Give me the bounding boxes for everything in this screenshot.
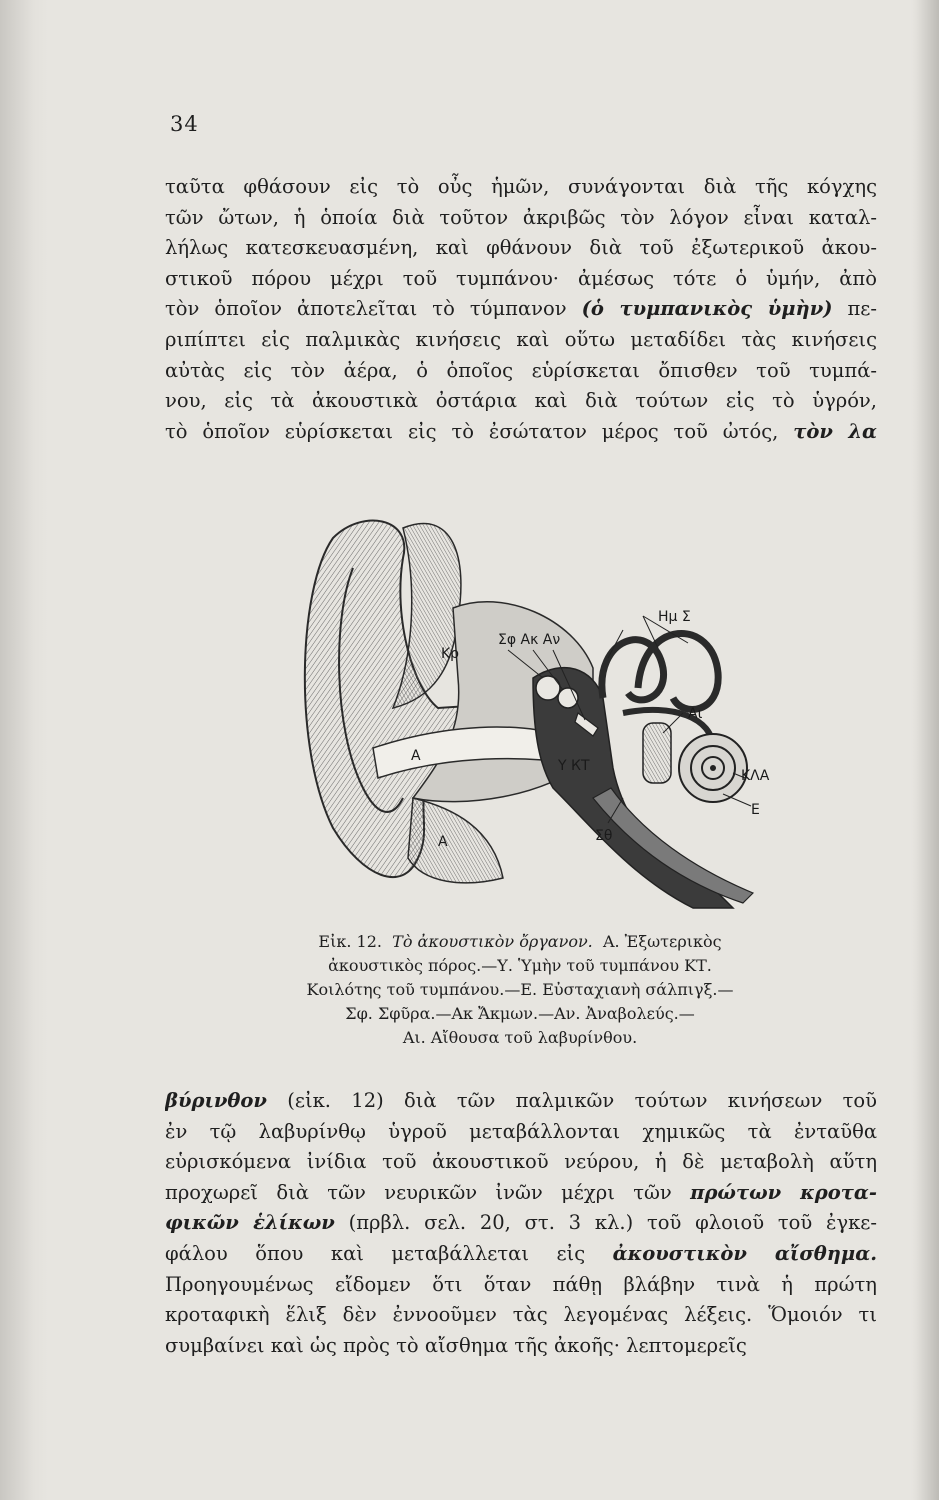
caption-line: Αι. Αἴθουσα τοῦ λαβυρίνθου. — [402, 1028, 638, 1047]
vestibule-shape — [643, 723, 671, 783]
text-line: νου, εἰς τὰ ἀκουστικὰ ὀστάρια καὶ διὰ τούτων εἰς τὸ ὑγρόν, — [165, 389, 877, 413]
text-line: εὑρισκόμενα ἰνίδια τοῦ ἀκουστικοῦ νεύρου, ἡ δὲ μεταβολὴ αὕτη — [165, 1150, 877, 1174]
caption-line: ἀκουστικὸς πόρος.—Υ. Ὑμὴν τοῦ τυμπάνου ΚΤ. — [328, 956, 712, 975]
text-line: ταῦτα φθάσουν εἰς τὸ οὖς ἡμῶν, συνάγονται διὰ τῆς κόγχης — [165, 175, 877, 198]
caption-line: Εἰκ. 12. Τὸ ἀκουστικὸν ὄργανον. Α. Ἐξωτερικὸς — [318, 932, 722, 951]
label-hm-s: Ημ Σ — [658, 609, 691, 625]
text-line: ριπίπτει εἰς παλμικὰς κινήσεις καὶ οὕτω μεταδίδει τὰς κινήσεις — [165, 327, 877, 351]
page-right-shadow — [911, 0, 939, 1500]
emphasis-term: φικῶν ἑλίκων — [165, 1211, 335, 1235]
text-line: βύρινθον (εἰκ. 12) διὰ τῶν παλμικῶν τούτων κινήσεων τοῦ — [165, 1089, 877, 1112]
label-kr: Κρ — [441, 646, 460, 662]
ear-anatomy-figure — [293, 498, 793, 918]
caption-title: Τὸ ἀκουστικὸν ὄργανον. — [392, 932, 593, 951]
text-line: προχωρεῖ διὰ τῶν νευρικῶν ἰνῶν μέχρι τῶν πρώτων κροτα- — [165, 1180, 877, 1204]
text-line: Προηγουμένως εἴδομεν ὅτι ὅταν πάθῃ βλάβην τινὰ ἡ πρώτη — [165, 1272, 877, 1296]
ear-illustration — [293, 498, 793, 918]
paragraph-bottom — [165, 1086, 877, 1361]
emphasis-term: (ὁ τυμπανικὸς ὑμὴν) — [581, 297, 833, 321]
text-line: κροταφικὴ ἕλιξ δὲν ἐννοοῦμεν τὰς λεγομένας λέξεις. Ὅμοιόν τι — [165, 1303, 877, 1327]
text-line: τῶν ὤτων, ἡ ὁποία διὰ τοῦτον ἀκριβῶς τὸν λόγον εἶναι καταλ- — [165, 205, 877, 229]
label-kla: ΚΛΑ — [741, 768, 770, 784]
page-left-shadow — [0, 0, 48, 1500]
leader-line — [663, 713, 683, 733]
page-number: 34 — [170, 112, 199, 136]
leader-line — [723, 794, 751, 806]
text-line: ἐν τῷ λαβυρίνθῳ ὑγροῦ μεταβάλλονται χημικῶς τὰ ἐνταῦθα — [165, 1119, 877, 1143]
text-line: συμβαίνει καὶ ὡς πρὸς τὸ αἴσθημα τῆς ἀκοῆς· λεπτομερεῖς — [165, 1333, 747, 1357]
text-line: αὐτὰς εἰς τὸν ἀέρα, ὁ ὁποῖος εὑρίσκεται ὄπισθεν τοῦ τυμπά- — [165, 358, 877, 382]
cochlea-center — [710, 765, 716, 771]
label-sf-ak-an: Σφ Ακ Αν — [498, 632, 561, 648]
figure-caption — [250, 930, 790, 1050]
label-ai: Αι — [688, 706, 703, 722]
label-a: Α — [411, 748, 421, 764]
label-sth: Σθ — [595, 828, 613, 844]
label-a-bottom: Α — [438, 834, 448, 850]
text-line: τὸ ὁποῖον εὑρίσκεται εἰς τὸ ἐσώτατον μέρος τοῦ ὠτός, τὸν λα — [165, 419, 877, 443]
text-line: λήλως κατεσκευασμένη, καὶ φθάνουν διὰ τοῦ ἐξωτερικοῦ ἀκου- — [165, 236, 877, 260]
lower-bone-shape — [408, 798, 503, 883]
emphasis-term: τὸν λα — [793, 419, 877, 443]
caption-prefix: Εἰκ. 12. — [318, 932, 382, 951]
caption-line: Σφ. Σφῦρα.—Ακ Ἄκμων.—Αν. Ἀναβολεύς.— — [345, 1004, 695, 1023]
malleus-shape — [536, 676, 560, 700]
paragraph-top — [165, 172, 877, 447]
caption-line: Κοιλότης τοῦ τυμπάνου.—Ε. Εὐσταχιανὴ σάλπιγξ.— — [306, 980, 734, 999]
label-y-kt: Υ КТ — [558, 758, 590, 774]
emphasis-term: ἀκουστικὸν αἴσθημα. — [612, 1241, 877, 1265]
text-line: φάλου ὅπου καὶ μεταβάλλεται εἰς ἀκουστικὸν αἴσθημα. — [165, 1241, 877, 1265]
text-line: στικοῦ πόρου μέχρι τοῦ τυμπάνου· ἀμέσως τότε ὁ ὑμήν, ἀπὸ — [165, 266, 877, 290]
emphasis-term: πρώτων κροτα- — [690, 1180, 877, 1204]
text-line: τὸν ὁποῖον ἀποτελεῖται τὸ τύμπανον (ὁ τυμπανικὸς ὑμὴν) πε- — [165, 297, 877, 321]
text-line: φικῶν ἑλίκων (πρβλ. σελ. 20, στ. 3 κλ.) τοῦ φλοιοῦ τοῦ ἐγκε- — [165, 1211, 877, 1235]
label-e: Ε — [751, 802, 760, 818]
emphasis-term: βύρινθον — [165, 1089, 267, 1112]
